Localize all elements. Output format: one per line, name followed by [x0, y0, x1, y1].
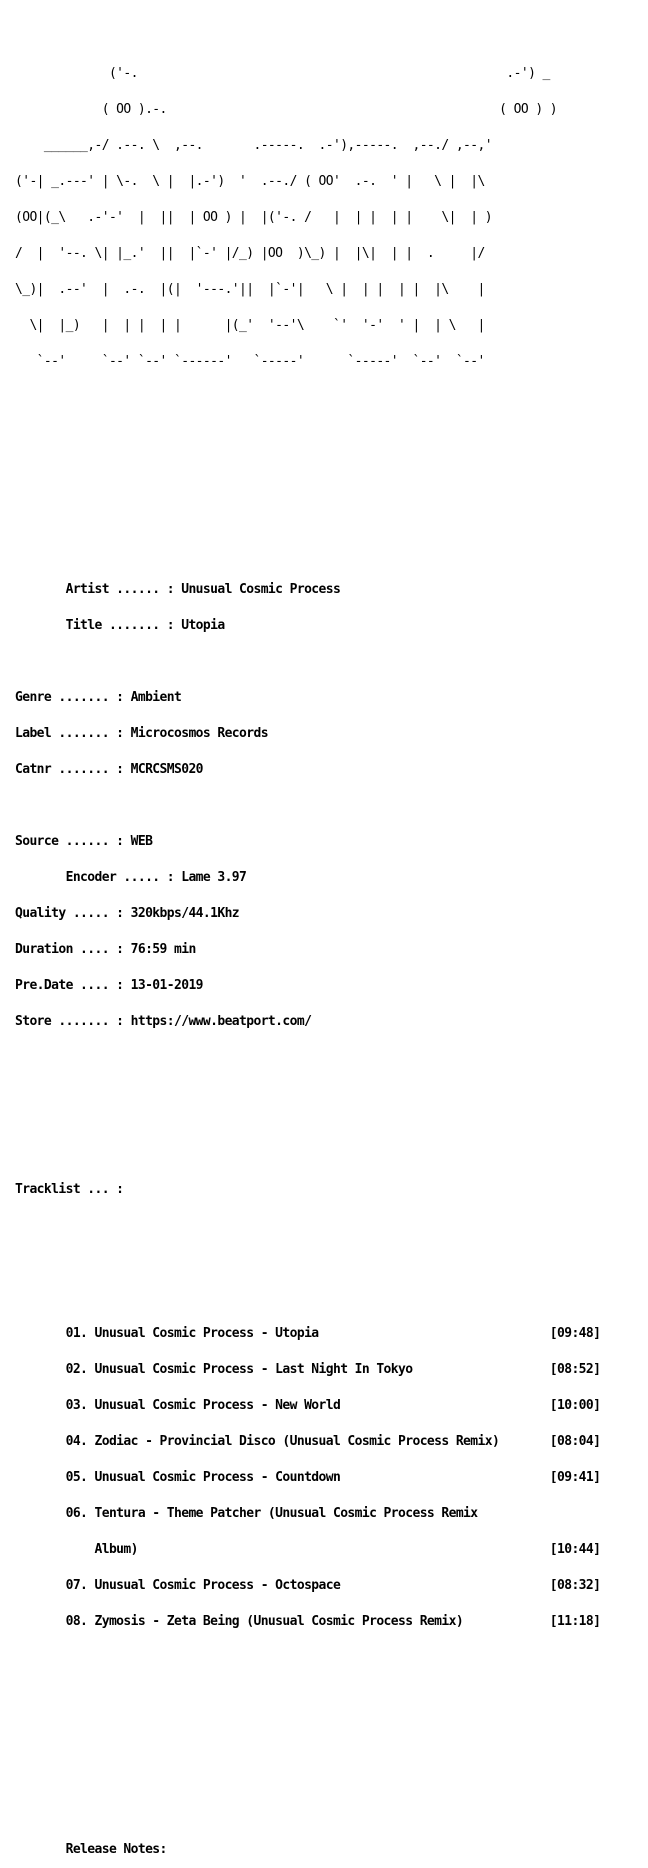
blank-line	[15, 1724, 600, 1736]
blank-line	[15, 1136, 600, 1148]
logo-line: ( OO ).-. ( OO ) )	[15, 102, 558, 117]
blank-line	[15, 500, 600, 512]
logo-line: \| |_) | | | | | |(_' '--'\ `' '-' ' | | \ |	[15, 318, 485, 333]
encoder-line: Encoder ..... : Lame 3.97	[15, 870, 247, 885]
store-line: Store ....... : https://www.beatport.com/	[15, 1014, 312, 1029]
track-line: 03. Unusual Cosmic Process - New World [10:00]	[15, 1398, 601, 1413]
blank-line	[15, 1688, 600, 1700]
quality-line: Quality ..... : 320kbps/44.1Khz	[15, 906, 240, 921]
logo-line: (OO|(_\ .-'-' | || | OO ) | |('-. / | | | | | \| | )	[15, 210, 492, 225]
track-line: 08. Zymosis - Zeta Being (Unusual Cosmic Process Remix) [11:18]	[15, 1614, 601, 1629]
title-line: Title ....... : Utopia	[15, 618, 225, 633]
logo-line: \_)| .--' | .-. |(| '---.'|| |`-'| \ | | | | | |\ |	[15, 282, 485, 297]
blank-line	[15, 656, 600, 668]
blank-line	[15, 464, 600, 476]
nfo-document	[15, 20, 600, 1868]
blank-line	[15, 428, 600, 440]
track-line: 05. Unusual Cosmic Process - Countdown [09:41]	[15, 1470, 601, 1485]
logo-line: `--' `--' `--' `------' `-----' `-----' `--' `--'	[15, 354, 485, 369]
predate-line: Pre.Date .... : 13-01-2019	[15, 978, 203, 993]
tracklist-header: Tracklist ... :	[15, 1182, 124, 1197]
release-notes-header: Release Notes:	[15, 1842, 167, 1857]
blank-line	[15, 536, 600, 548]
track-line: 06. Tentura - Theme Patcher (Unusual Cosmic Process Remix	[15, 1506, 478, 1521]
blank-line	[15, 1796, 600, 1808]
track-line: 04. Zodiac - Provincial Disco (Unusual Cosmic Process Remix) [08:04]	[15, 1434, 601, 1449]
blank-line	[15, 1256, 600, 1268]
tracklist	[15, 1304, 600, 1652]
blank-line	[15, 1760, 600, 1772]
track-line: 01. Unusual Cosmic Process - Utopia [09:48]	[15, 1326, 601, 1341]
logo-line: ('-. .-') _	[15, 66, 550, 81]
source-line: Source ...... : WEB	[15, 834, 153, 849]
genre-line: Genre ....... : Ambient	[15, 690, 182, 705]
duration-line: Duration .... : 76:59 min	[15, 942, 196, 957]
logo-line: ______,-/ .--. \ ,--. .-----. .-'),-----. ,--./ ,--,'	[15, 138, 492, 153]
blank-line	[15, 1220, 600, 1232]
blank-line	[15, 800, 600, 812]
track-line: 02. Unusual Cosmic Process - Last Night In Tokyo [08:52]	[15, 1362, 601, 1377]
catnr-line: Catnr ....... : MCRCSMS020	[15, 762, 203, 777]
blank-line	[15, 1064, 600, 1076]
track-line: Album) [10:44]	[15, 1542, 601, 1557]
track-line: 07. Unusual Cosmic Process - Octospace [08:32]	[15, 1578, 601, 1593]
blank-line	[15, 1100, 600, 1112]
label-line: Label ....... : Microcosmos Records	[15, 726, 268, 741]
logo-line: ('-| _.---' | \-. \ | |.-') ' .--./ ( OO' .-. ' | \ | |\	[15, 174, 485, 189]
artist-line: Artist ...... : Unusual Cosmic Process	[15, 582, 341, 597]
logo-ascii-art	[15, 44, 600, 392]
logo-line: / | '--. \| |_.' || |`-' |/_) |OO )\_) | |\| | | . |/	[15, 246, 485, 261]
